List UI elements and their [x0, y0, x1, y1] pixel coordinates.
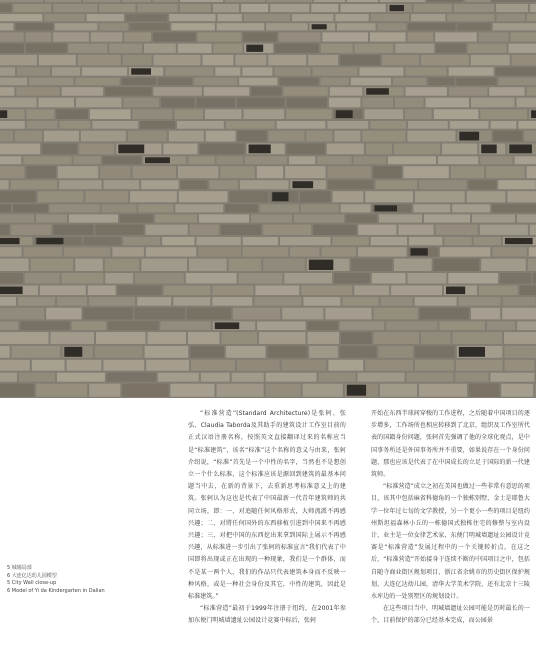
figure-captions	[7, 565, 157, 595]
paragraph: 在这些项目当中，明城墙遗址公园可能是历时最长的一个，目前保护的部分已经基本完成，而公园景	[371, 605, 530, 625]
text-column-left	[188, 408, 346, 628]
paragraph: “标准营造”(Standard Architecture)是张轲、张弘、Claudia Taborda及其助手的建筑设计工作室目前的正式汉语注册名称，按照英文直接翻译过来的名称应当是“标准建筑”，该名“标准”这个名称的意义与由来，张轲介绍说，“标准”首先是一个中性的名字，当然也不是想创立一个什么标准，这个标准应该是源回到建筑的最基本问题当中去，在新的背景下，去重新思考标准意义上的建筑。张轲认为这也是代表了中国最新一代青年建筑师的共同立场，即：一、对追随任何风格形式，大师流派不再感兴趣；二、对將任何国外的东西移植引进到中国来不再感兴趣；三、对把中国的东西挖出来拿到国际上展示不再感兴趣，从标准进一步引出了张轲的标准宣言“我们代表了中国即将出现或正在出现的一种现象，我们是一个群体，而不是某一两个人，我们的作品只代表建筑本身而不反映一种风格，或是一种社会身份及其它，中性的建筑，因此是标准建筑。”	[188, 410, 346, 601]
caption-6-cn: 6 大连亿达幼儿园模型	[7, 572, 57, 579]
caption-6-en: 6 Model of Yi da Kindergarten in Dalian	[7, 587, 105, 594]
paragraph: “标准营造”最初于1999年注册于纽约，在2001年参加东便门明城墙遗址公园设计竞赛中标后，张轲	[188, 605, 346, 625]
caption-5-en: 5 City Wall close-up	[7, 580, 57, 587]
text-column-right	[371, 408, 530, 628]
paragraph: “标准营造”成立之初在美国也做过一些非常有意思的项目，该其中包括麻省科德角的一个独栋别墅，金士是耶鲁大学一位年过七旬的文学教授，另一个更小一些的项目是纽约州斯坦福森林小丘的一栋德国式独栋住宅的修整与室内设计，业主是一位女律艺术家，东便门明城墙遗址公园设计竞赛是“标准营造”发展过程中的一个关键转折点，在这之后，“标准营造”开始接身于连续不断的中国项目之中，包括自随寺商业街区规划项目，浙江省余姚市的历史街区保护规划，大连亿达幼儿园，清华大学美术学院，还有北京十三陵水库边的一处别墅区的规划设计。	[371, 483, 530, 601]
paragraph: 开始在东西半球间穿梭的工作进程，之后随着中国项目的逐步增多，工作场所也相应转移到了北京，组织及工作室所代表的国籍身份问题，张轲首先强调了他的全球化观点，是中国事务所还是外国事务所并不重要，如果说存在一个身份问题，那也应该是代表了在中国成长的立足于国际的新一代建筑师。	[371, 410, 530, 479]
caption-5-cn: 5 城墙局部	[7, 565, 32, 571]
